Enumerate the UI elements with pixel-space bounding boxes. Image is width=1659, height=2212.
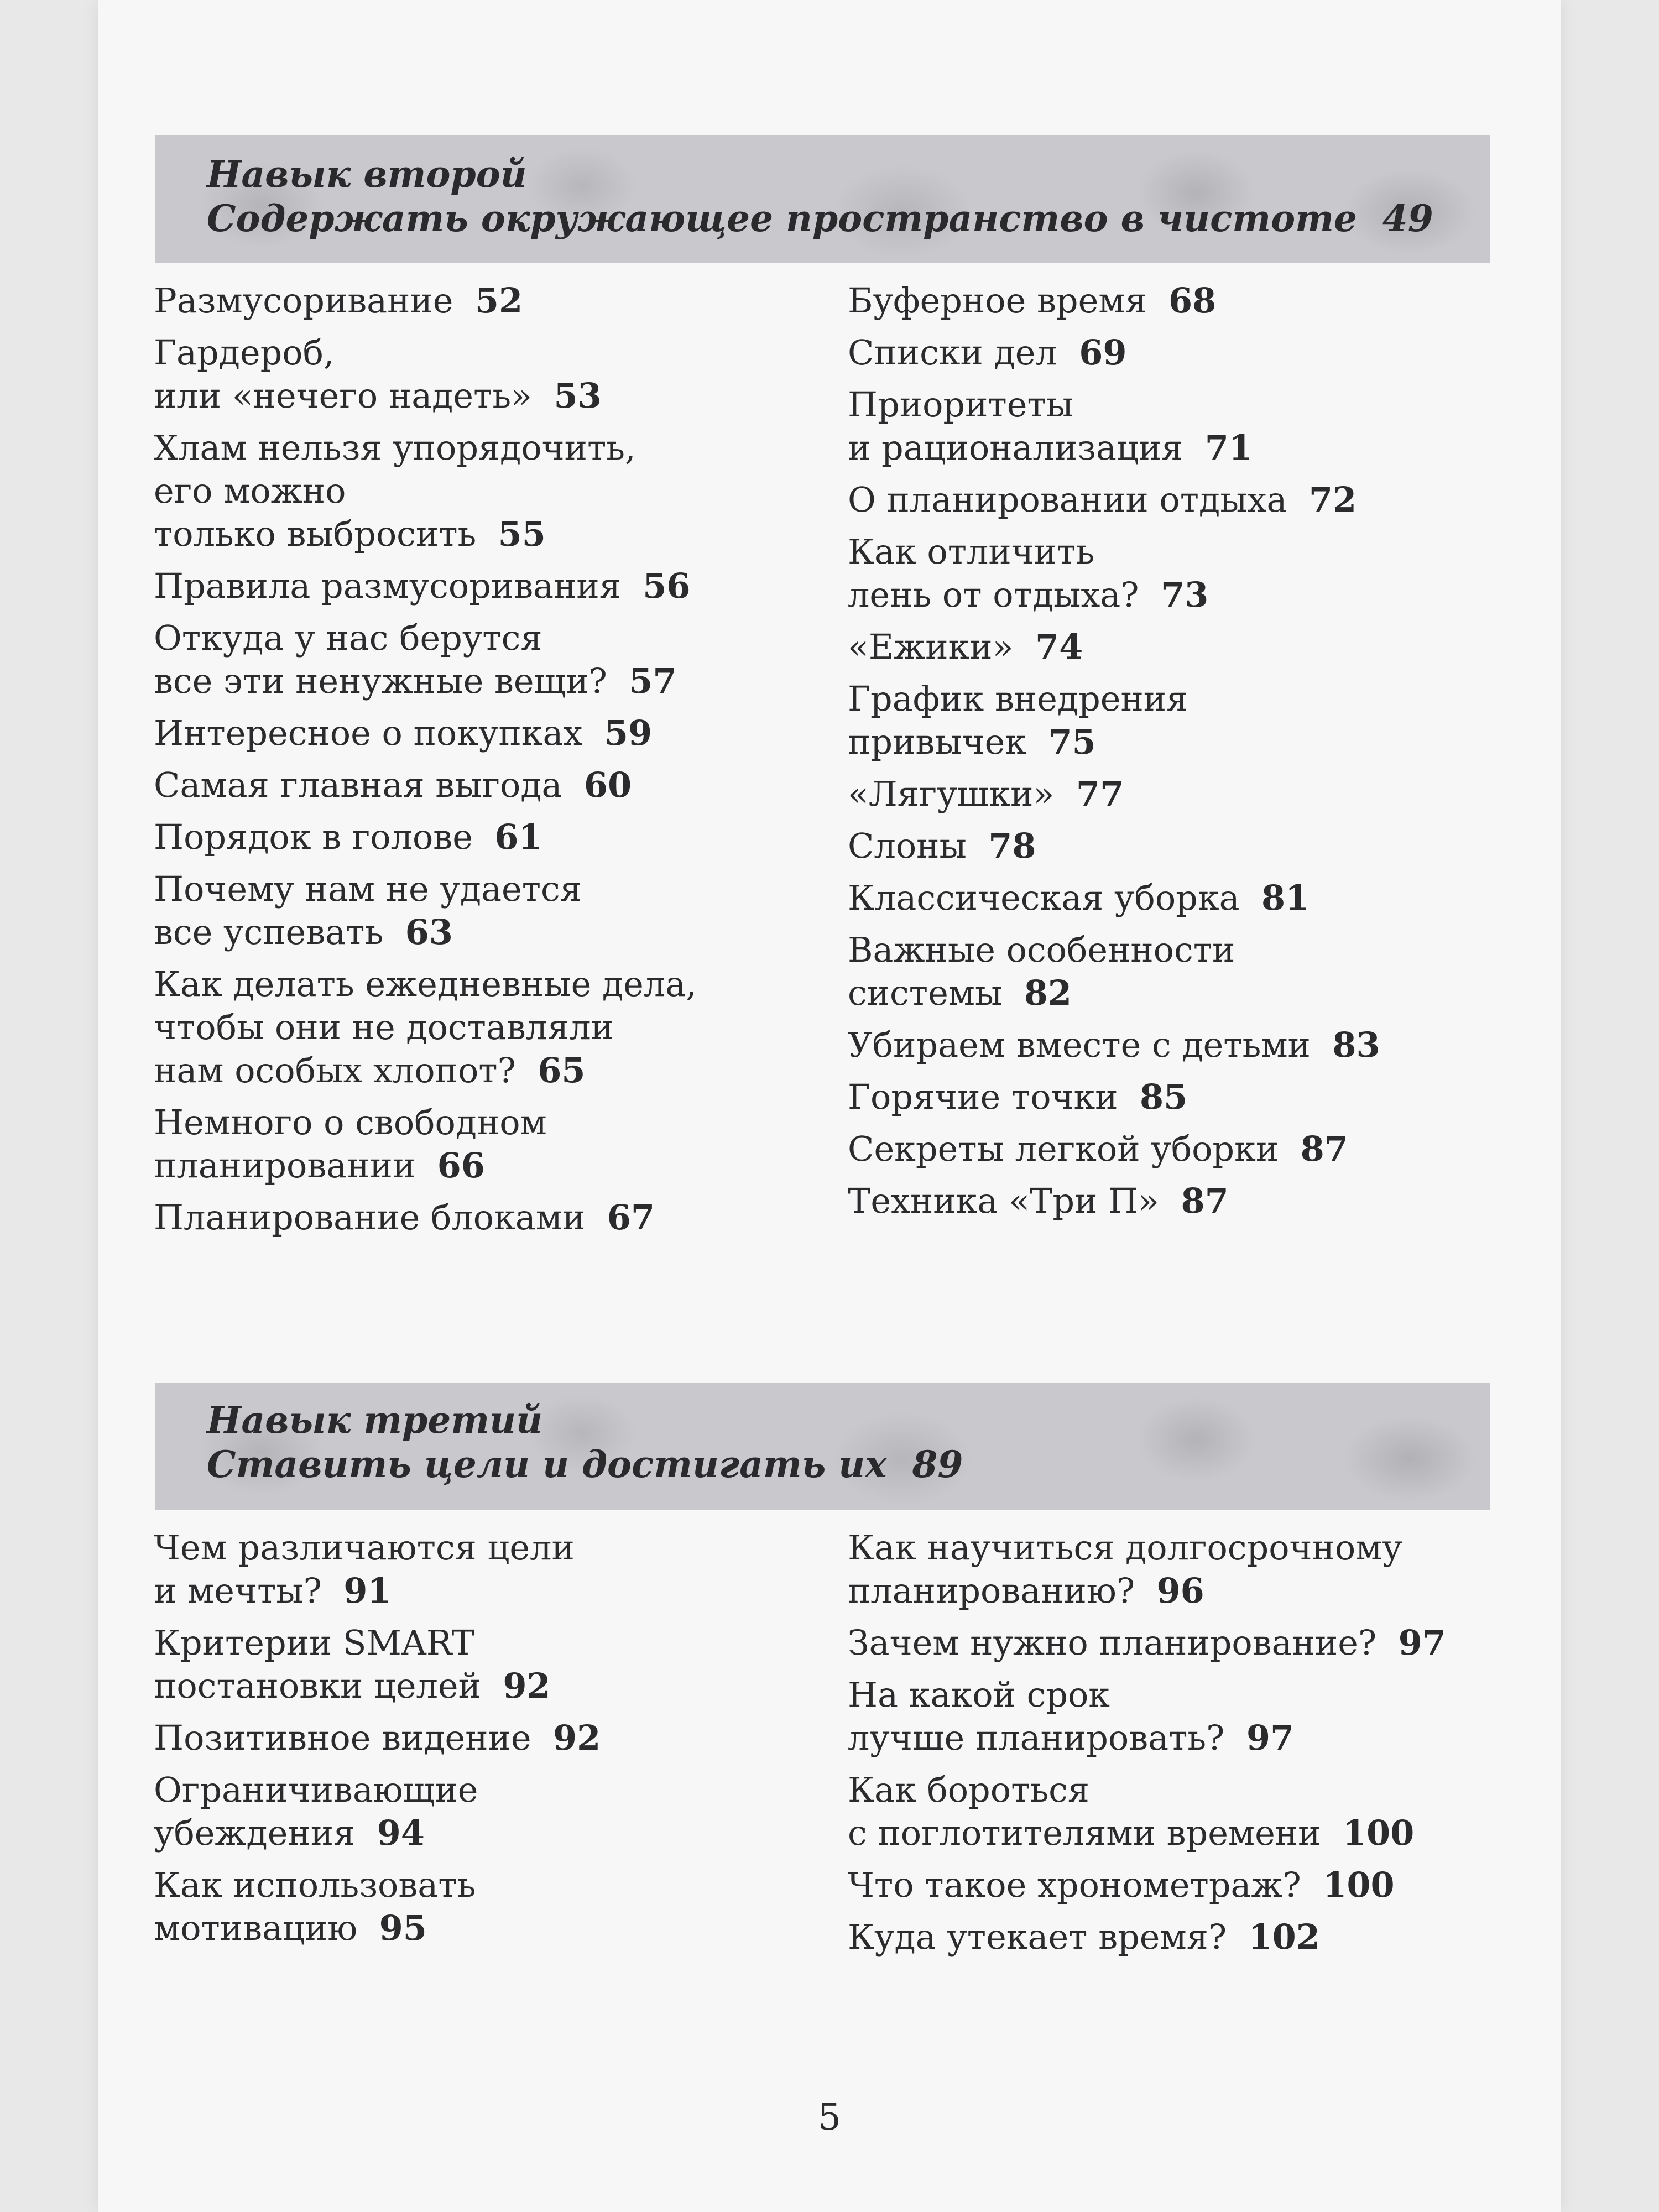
toc-page-number: 71	[1204, 427, 1253, 468]
toc-page-number: 91	[343, 1571, 392, 1611]
toc-entry-text: Классическая уборка 81	[848, 878, 1310, 918]
section-title	[207, 1398, 1479, 1486]
toc-entry-text: Самая главная выгода 60	[154, 765, 632, 805]
toc-entry-text: системы 82	[848, 973, 1072, 1013]
toc-entry-text: Как научиться долгосрочному	[848, 1527, 1402, 1568]
toc-entry	[154, 963, 828, 1092]
toc-entry-text: Гардероб,	[154, 332, 335, 373]
toc-page-number: 81	[1261, 878, 1310, 918]
toc-entry	[154, 331, 828, 418]
toc-entry-text: Списки дел 69	[848, 332, 1127, 373]
section-heading: Содержать окружающее пространство в чистоте 49	[207, 197, 1433, 240]
toc-entry-text: убеждения 94	[154, 1813, 425, 1853]
toc-entry	[848, 1916, 1522, 1959]
toc-entry-text: Как делать ежедневные дела,	[154, 964, 697, 1004]
toc-entry-text: Убираем вместе с детьми 83	[848, 1025, 1380, 1065]
toc-entry	[848, 478, 1522, 521]
toc-entry-text: Почему нам не удается	[154, 869, 582, 909]
toc-page-number: 63	[405, 912, 453, 952]
section-heading: Ставить цели и достигать их 89	[207, 1443, 963, 1486]
toc-page-number: 68	[1168, 280, 1217, 321]
toc-entry	[154, 1768, 828, 1855]
toc-entry-text: Что такое хронометраж? 100	[848, 1865, 1395, 1905]
toc-entry-text: Откуда у нас берутся	[154, 618, 542, 658]
toc-page-number: 97	[1246, 1718, 1295, 1758]
toc-page-number: 57	[629, 661, 677, 701]
toc-entry-text: Немного о свободном	[154, 1102, 547, 1142]
toc-column-right	[848, 279, 1522, 1232]
toc-column-left	[154, 279, 828, 1248]
toc-entry-text: Ограничивающие	[154, 1770, 478, 1810]
toc-entry	[154, 712, 828, 755]
toc-page-number: 78	[988, 826, 1036, 866]
toc-entry-text: Планирование блоками 67	[154, 1197, 655, 1238]
toc-entry-text: Важные особенности	[848, 930, 1235, 970]
toc-entry-text: Буферное время 68	[848, 280, 1217, 321]
toc-entry-text: с поглотителями времени 100	[848, 1813, 1415, 1853]
toc-entry	[154, 617, 828, 703]
toc-entry-text: Критерии SMART	[154, 1623, 474, 1663]
toc-entry-text: все эти ненужные вещи? 57	[154, 661, 677, 701]
toc-page-number: 72	[1308, 479, 1357, 520]
toc-entry	[154, 1101, 828, 1187]
toc-entry-text: На какой срок	[848, 1674, 1110, 1715]
toc-entry-text: постановки целей 92	[154, 1666, 551, 1706]
toc-entry	[848, 383, 1522, 469]
toc-entry	[848, 279, 1522, 322]
toc-page-number: 94	[377, 1813, 425, 1853]
toc-entry	[154, 764, 828, 807]
toc-entry	[154, 565, 828, 608]
toc-entry-text: Чем различаются цели	[154, 1527, 575, 1568]
toc-entry	[848, 331, 1522, 374]
toc-entry	[848, 1673, 1522, 1760]
section-title	[207, 152, 1479, 241]
toc-entry-text: О планировании отдыха 72	[848, 479, 1357, 520]
toc-page-number: 74	[1035, 627, 1083, 667]
toc-entry	[848, 1076, 1522, 1119]
toc-entry	[848, 877, 1522, 920]
toc-entry-text: привычек 75	[848, 722, 1096, 762]
toc-entry-text: График внедрения	[848, 679, 1188, 719]
toc-entry-text: только выбросить 55	[154, 514, 546, 554]
toc-entry	[154, 426, 828, 556]
toc-page-number: 75	[1048, 722, 1096, 762]
toc-entry	[848, 1768, 1522, 1855]
toc-page-number: 100	[1342, 1813, 1415, 1853]
toc-entry	[848, 1180, 1522, 1223]
toc-entry-text: Правила размусоривания 56	[154, 566, 691, 606]
toc-page-number: 60	[583, 765, 632, 805]
toc-page-number: 61	[494, 817, 542, 857]
toc-entry-text: Слоны 78	[848, 826, 1036, 866]
toc-entry-text: Приоритеты	[848, 384, 1074, 425]
toc-page-number: 69	[1079, 332, 1127, 373]
toc-entry	[848, 928, 1522, 1015]
toc-page-number: 92	[503, 1666, 551, 1706]
toc-entry-text: Как использовать	[154, 1865, 476, 1905]
toc-entry-text: чтобы они не доставляли	[154, 1007, 614, 1047]
toc-page-number: 66	[437, 1145, 485, 1186]
toc-entry	[848, 825, 1522, 868]
toc-entry	[154, 1526, 828, 1613]
toc-entry	[848, 1526, 1522, 1613]
toc-page-number: 82	[1024, 973, 1072, 1013]
toc-entry	[848, 1621, 1522, 1665]
toc-page-number: 100	[1323, 1865, 1395, 1905]
toc-entry-text: Секреты легкой уборки 87	[848, 1129, 1348, 1169]
toc-page-number: 52	[474, 280, 523, 321]
toc-page-number: 53	[554, 375, 602, 416]
toc-entry	[154, 816, 828, 859]
toc-page-number: 83	[1332, 1025, 1380, 1065]
toc-entry	[154, 1717, 828, 1760]
toc-entry-text: нам особых хлопот? 65	[154, 1050, 586, 1091]
toc-page-number: 55	[498, 514, 546, 554]
toc-entry-text: мотивацию 95	[154, 1908, 427, 1948]
toc-entry-text: Как отличить	[848, 531, 1095, 572]
toc-entry-text: Позитивное видение 92	[154, 1718, 601, 1758]
book-page	[98, 0, 1561, 2212]
toc-entry-text: Порядок в голове 61	[154, 817, 542, 857]
toc-page-number: 102	[1248, 1917, 1320, 1957]
toc-entry-text: Горячие точки 85	[848, 1077, 1188, 1117]
toc-page-number: 56	[643, 566, 691, 606]
toc-page-number: 59	[604, 713, 653, 753]
toc-entry-text: лень от отдыха? 73	[848, 575, 1209, 615]
toc-page-number: 96	[1156, 1571, 1204, 1611]
toc-entry-text: планированию? 96	[848, 1571, 1204, 1611]
toc-entry-text: или «нечего надеть» 53	[154, 375, 602, 416]
toc-entry	[154, 868, 828, 954]
toc-entry	[154, 279, 828, 322]
toc-page-number: 77	[1076, 774, 1124, 814]
section-page-number: 49	[1382, 197, 1433, 240]
toc-entry	[848, 773, 1522, 816]
toc-entry-text: Хлам нельзя упорядочить,	[154, 427, 636, 468]
toc-entry	[154, 1864, 828, 1950]
section-label: Навык второй	[207, 153, 527, 196]
toc-entry-text: лучше планировать? 97	[848, 1718, 1295, 1758]
toc-column-left	[154, 1526, 828, 1959]
toc-column-right	[848, 1526, 1522, 1968]
toc-entry	[154, 1196, 828, 1239]
section-label: Навык третий	[207, 1399, 543, 1442]
toc-entry-text: «Лягушки» 77	[848, 774, 1124, 814]
toc-page-number: 87	[1300, 1129, 1348, 1169]
toc-entry	[848, 530, 1522, 617]
toc-entry	[848, 677, 1522, 764]
toc-page-number: 95	[379, 1908, 427, 1948]
toc-entry-text: Размусоривание 52	[154, 280, 523, 321]
toc-entry-text: его можно	[154, 471, 346, 511]
toc-entry	[848, 625, 1522, 669]
toc-entry-text: Куда утекает время? 102	[848, 1917, 1320, 1957]
toc-entry	[154, 1621, 828, 1708]
page-number: 5	[818, 2096, 841, 2138]
toc-entry-text: Зачем нужно планирование? 97	[848, 1623, 1446, 1663]
toc-entry-text: и рационализация 71	[848, 427, 1253, 468]
toc-entry	[848, 1024, 1522, 1067]
toc-entry	[848, 1864, 1522, 1907]
toc-entry	[848, 1128, 1522, 1171]
toc-entry-text: Техника «Три П» 87	[848, 1181, 1229, 1221]
toc-page-number: 73	[1160, 575, 1209, 615]
toc-entry-text: все успевать 63	[154, 912, 453, 952]
toc-page-number: 92	[552, 1718, 601, 1758]
toc-entry-text: и мечты? 91	[154, 1571, 392, 1611]
toc-entry-text: «Ежики» 74	[848, 627, 1083, 667]
toc-entry-text: Как бороться	[848, 1770, 1089, 1810]
toc-entry-text: Интересное о покупках 59	[154, 713, 653, 753]
toc-page-number: 87	[1181, 1181, 1229, 1221]
toc-page-number: 97	[1398, 1623, 1446, 1663]
section-page-number: 89	[912, 1443, 963, 1486]
toc-entry-text: планировании 66	[154, 1145, 485, 1186]
toc-page-number: 67	[607, 1197, 655, 1238]
toc-page-number: 65	[538, 1050, 586, 1091]
toc-page-number: 85	[1140, 1077, 1188, 1117]
